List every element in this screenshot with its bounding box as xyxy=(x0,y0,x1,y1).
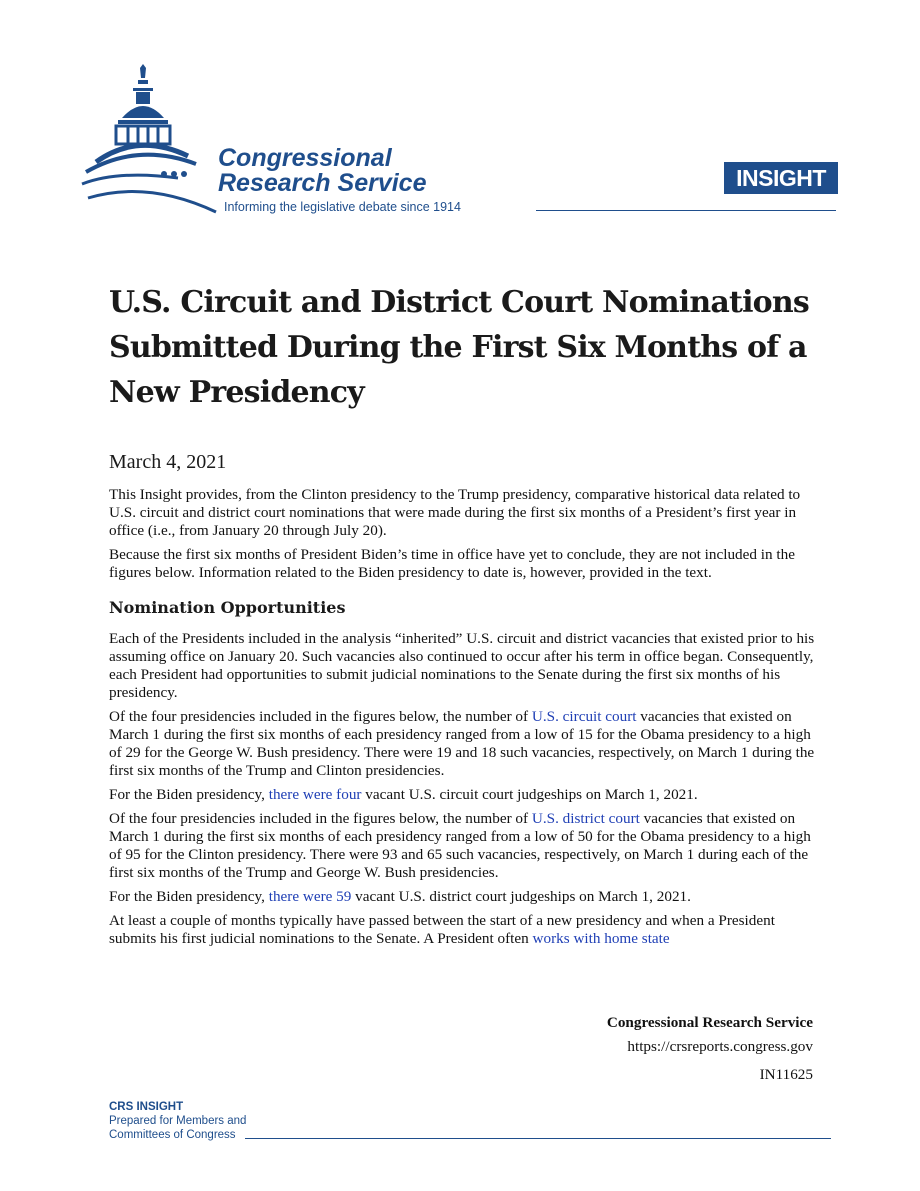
crs-insight-footer xyxy=(109,1100,831,1142)
paragraph-text: At least a couple of months typically have passed between the start of a new presidency and when a President submits his first judicial nominations to the Senate. A President often xyxy=(109,912,775,947)
page-footer xyxy=(607,1014,813,1084)
section-heading: Nomination Opportunities xyxy=(109,598,346,617)
paragraph-text: vacancies that existed on March 1 during the first six months of each presidency ranged from a low of 50 for the Obama presidency to a high of 95 for the Clinton presidency. There were 93 and 65 such vacancies, respectively, on March 1 during each of the first six months of the Trump and George W. Bush presidencies. xyxy=(109,810,811,881)
header-divider xyxy=(536,210,836,211)
footer-report-id: IN11625 xyxy=(759,1066,813,1083)
footer-url[interactable]: https://crsreports.congress.gov xyxy=(627,1038,813,1055)
paragraph-text: For the Biden presidency, xyxy=(109,888,269,905)
crs-tagline: Informing the legislative debate since 1914 xyxy=(224,200,461,214)
paragraph-text: vacant U.S. district court judgeships on March 1, 2021. xyxy=(351,888,691,905)
document-title: U.S. Circuit and District Court Nominations Submitted During the First Six Months of a New Presidency xyxy=(109,285,809,410)
footer-divider xyxy=(245,1138,831,1139)
circuit-court-link[interactable]: U.S. circuit court xyxy=(531,708,637,725)
crs-wordmark-line2: Research Service xyxy=(218,169,427,197)
home-state-link[interactable]: works with home state xyxy=(532,930,670,947)
paragraph-text: For the Biden presidency, xyxy=(109,786,269,803)
paragraph-text: vacant U.S. circuit court judgeships on March 1, 2021. xyxy=(361,786,698,803)
there-were-59-link[interactable]: there were 59 xyxy=(268,888,352,905)
crs-insight-label: CRS INSIGHT xyxy=(109,1101,184,1113)
paragraph: Because the first six months of President Biden’s time in office have yet to conclude, they are not included in the figures below. Information related to the Biden presidency to date is, however, provided in the text. xyxy=(109,546,795,581)
document-body xyxy=(109,450,815,954)
paragraph-text: Of the four presidencies included in the figures below, the number of xyxy=(109,708,532,725)
publication-date: March 4, 2021 xyxy=(109,451,227,473)
district-court-link[interactable]: U.S. district court xyxy=(531,810,640,827)
footer-org: Congressional Research Service xyxy=(606,1014,813,1031)
paragraph xyxy=(109,786,815,804)
paragraph: Each of the Presidents included in the analysis “inherited” U.S. circuit and district vacancies that existed prior to his assuming office on January 20. Such vacancies also continued to occur after his term in office began. Consequently, each President had opportunities to submit judicial nominations to the Senate during the first six months of his presidency. xyxy=(109,630,815,701)
there-were-four-link[interactable]: there were four xyxy=(268,786,362,803)
paragraph: This Insight provides, from the Clinton presidency to the Trump presidency, comparative historical data related to U.S. circuit and district court nominations that were made during the first six months of a President’s first year in office (i.e., from January 20 through July 20). xyxy=(109,486,801,539)
paragraph-text: vacancies that existed on March 1 during the first six months of each presidency ranged from a low of 15 for the Obama presidency to a high of 29 for the George W. Bush presidency. There were 19 and 18 such vacancies, respectively, on March 1 during the first six months of the Trump and Clinton presidencies. xyxy=(109,708,815,779)
prepared-for-line2: Committees of Congress xyxy=(109,1129,236,1141)
crs-wordmark xyxy=(218,146,426,196)
insight-badge: INSIGHT xyxy=(724,162,838,194)
crs-header xyxy=(78,62,838,222)
paragraph-text: Of the four presidencies included in the figures below, the number of xyxy=(109,810,532,827)
prepared-for-line1: Prepared for Members and xyxy=(109,1115,247,1127)
capitol-dome-icon xyxy=(78,62,228,222)
paragraph xyxy=(109,708,815,780)
paragraph xyxy=(109,888,815,906)
paragraph xyxy=(109,912,815,948)
paragraph xyxy=(109,810,815,882)
crs-wordmark-line1: Congressional xyxy=(218,144,392,172)
